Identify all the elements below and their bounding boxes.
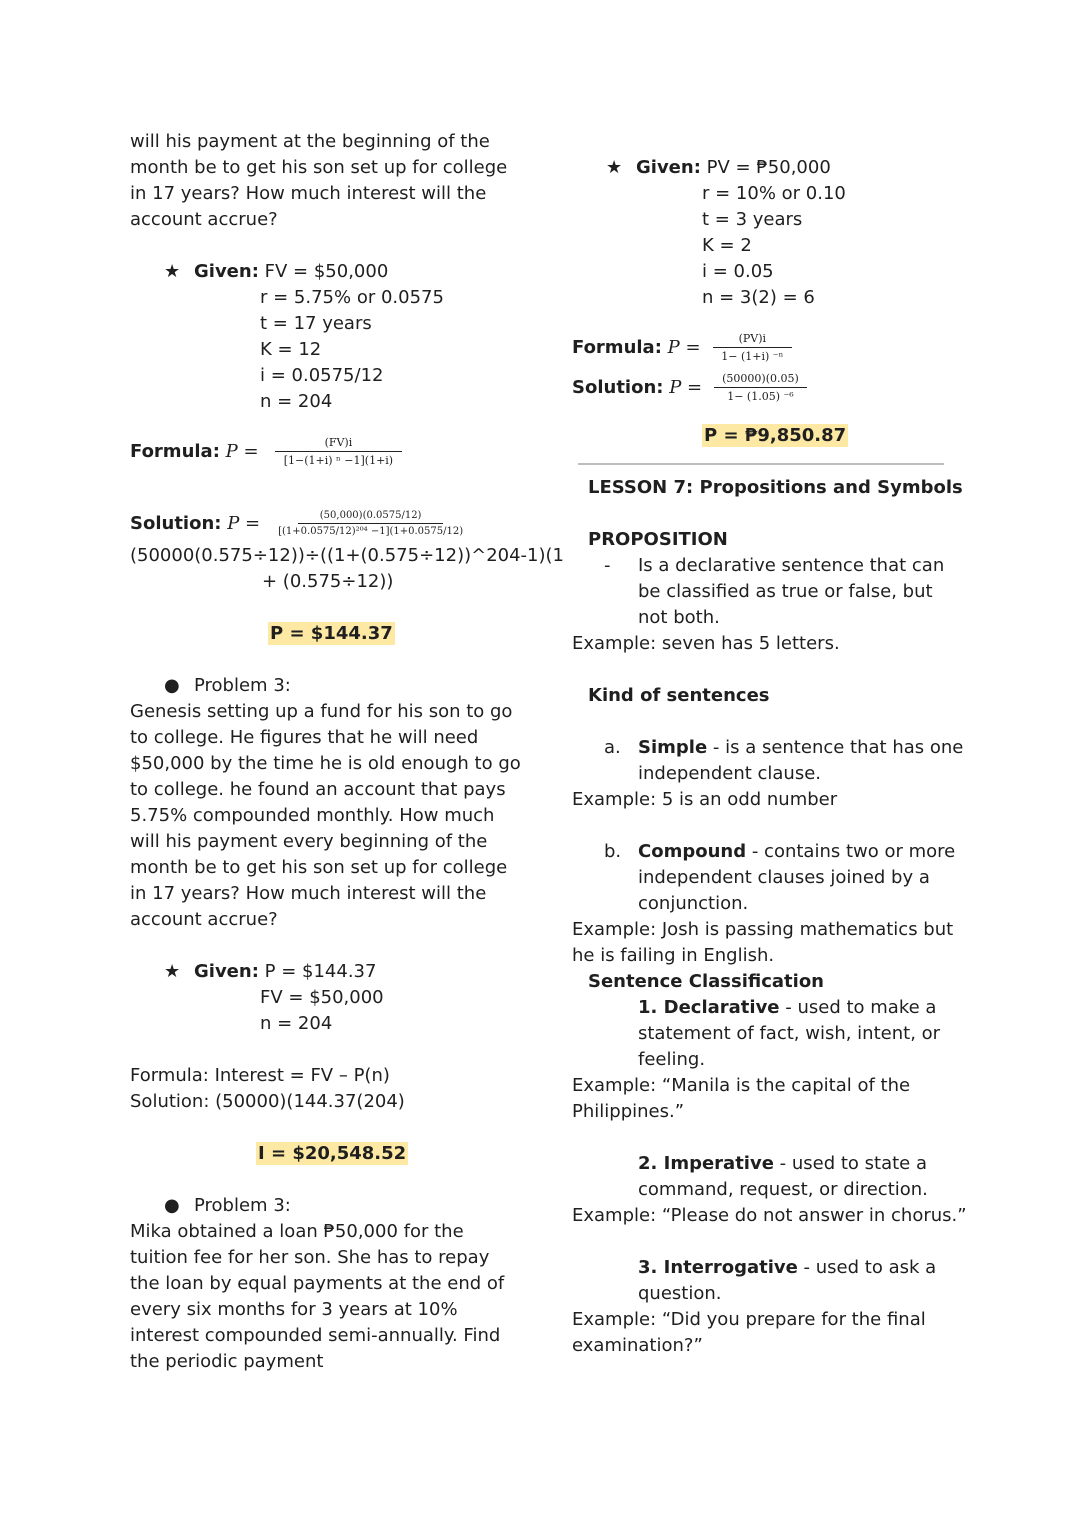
formula-pv bbox=[572, 327, 952, 367]
definition-text: conjunction. bbox=[638, 893, 749, 914]
problem-line: Mika obtained a loan ₱50,000 for the bbox=[130, 1221, 464, 1242]
problem-line: in 17 years? How much interest will the bbox=[130, 883, 487, 904]
given-label: Given: bbox=[194, 261, 259, 282]
bullet-dot-icon: ● bbox=[164, 1195, 180, 1216]
problem-line: the periodic payment bbox=[130, 1351, 324, 1372]
problem-line: Genesis setting up a fund for his son to go bbox=[130, 701, 513, 722]
definition-text: - is a sentence that has one bbox=[707, 737, 964, 758]
given-value: r = 5.75% or 0.0575 bbox=[260, 287, 444, 308]
solution-fraction bbox=[272, 510, 469, 537]
term: Compound bbox=[638, 841, 747, 862]
given-value: i = 0.0575/12 bbox=[260, 365, 384, 386]
definition-text: - contains two or more bbox=[746, 841, 956, 862]
solution-lhs: P = bbox=[227, 512, 261, 534]
formula-label: Formula: bbox=[572, 336, 662, 358]
definition-text: command, request, or direction. bbox=[638, 1179, 928, 1200]
term: 2. Imperative bbox=[638, 1153, 774, 1174]
interrogative-definition bbox=[572, 1255, 952, 1281]
solution-pv bbox=[572, 367, 952, 407]
given-block-2 bbox=[130, 959, 515, 985]
formula-1 bbox=[130, 431, 515, 471]
example-text: Example: “Did you prepare for the final bbox=[572, 1309, 926, 1330]
definition-text: - used to state a bbox=[773, 1153, 928, 1174]
intro-line: account accrue? bbox=[130, 209, 278, 230]
formula-fraction bbox=[275, 436, 403, 467]
intro-line: will his payment at the beginning of the bbox=[130, 131, 490, 152]
definition-text: feeling. bbox=[638, 1049, 706, 1070]
problem-heading bbox=[130, 673, 515, 699]
formula-denominator: 1− (1+i) ⁻ⁿ bbox=[721, 349, 784, 363]
formula-numerator: (PV)i bbox=[713, 332, 792, 348]
solution-numerator: (50,000)(0.0575/12) bbox=[298, 510, 444, 524]
classification-heading: Sentence Classification bbox=[588, 971, 824, 992]
problem-line: to college. he found an account that pays bbox=[130, 779, 506, 800]
given-value: n = 3(2) = 6 bbox=[702, 287, 815, 308]
given-block-1 bbox=[130, 259, 515, 285]
solution-denominator: [(1+0.0575/12)²⁰⁴ −1](1+0.0575/12) bbox=[278, 525, 464, 537]
list-marker: a. bbox=[604, 737, 621, 758]
section-divider bbox=[578, 463, 944, 465]
given-label: Given: bbox=[636, 157, 701, 178]
given-value: P = $144.37 bbox=[264, 961, 377, 982]
problem-line: every six months for 3 years at 10% bbox=[130, 1299, 458, 1320]
given-value: i = 0.05 bbox=[702, 261, 774, 282]
definition-text: Is a declarative sentence that can bbox=[638, 555, 945, 576]
problem-line: 5.75% compounded monthly. How much bbox=[130, 805, 495, 826]
lesson-title: LESSON 7: Propositions and Symbols bbox=[588, 477, 963, 498]
solution-1 bbox=[130, 503, 515, 543]
example-text: Example: “Manila is the capital of the bbox=[572, 1075, 911, 1096]
example-text: Example: seven has 5 letters. bbox=[572, 633, 840, 654]
example-text: Example: Josh is passing mathematics but bbox=[572, 919, 954, 940]
bullet-dot-icon: ● bbox=[164, 675, 180, 696]
solution-label: Solution: bbox=[572, 376, 664, 398]
formula-fraction bbox=[713, 332, 792, 363]
problem-line: month be to get his son set up for college bbox=[130, 857, 508, 878]
example-text: Example: 5 is an odd number bbox=[572, 789, 838, 810]
problem-line: will his payment every beginning of the bbox=[130, 831, 488, 852]
definition-text: - used to make a bbox=[779, 997, 937, 1018]
star-bullet-icon: ★ bbox=[606, 157, 623, 178]
definition-text: independent clauses joined by a bbox=[638, 867, 930, 888]
problem-line: the loan by equal payments at the end of bbox=[130, 1273, 505, 1294]
example-text: examination?” bbox=[572, 1335, 703, 1356]
term: Simple bbox=[638, 737, 708, 758]
formula-denominator: [1−(1+i) ⁿ −1](1+i) bbox=[283, 453, 394, 467]
calculation-line: (50000(0.575÷12))÷((1+(0.575÷12))^204-1)(1 bbox=[130, 545, 564, 566]
formula-label: Formula: bbox=[130, 440, 220, 462]
problem-line: tuition fee for her son. She has to repay bbox=[130, 1247, 490, 1268]
formula-lhs: P = bbox=[225, 440, 259, 462]
star-bullet-icon: ★ bbox=[164, 261, 181, 282]
definition-text: be classified as true or false, but bbox=[638, 581, 933, 602]
answer-highlight: I = $20,548.52 bbox=[258, 1143, 407, 1164]
answer-highlight: P = $144.37 bbox=[270, 623, 393, 644]
problem-line: account accrue? bbox=[130, 909, 278, 930]
star-bullet-icon: ★ bbox=[164, 961, 181, 982]
given-value: r = 10% or 0.10 bbox=[702, 183, 846, 204]
given-value: K = 12 bbox=[260, 339, 322, 360]
solution-fraction bbox=[714, 372, 807, 403]
left-column bbox=[130, 129, 564, 1375]
imperative-definition bbox=[572, 1151, 952, 1177]
solution-label: Solution: bbox=[130, 512, 222, 534]
simple-definition bbox=[572, 735, 964, 761]
given-value: K = 2 bbox=[702, 235, 752, 256]
example-text: he is failing in English. bbox=[572, 945, 775, 966]
given-label: Given: bbox=[194, 961, 259, 982]
problem-heading bbox=[130, 1193, 515, 1219]
example-text: Philippines.” bbox=[572, 1101, 685, 1122]
problem-line: to college. He figures that he will need bbox=[130, 727, 479, 748]
given-block-3 bbox=[572, 155, 952, 181]
definition-text: - used to ask a bbox=[797, 1257, 937, 1278]
calculation-line: + (0.575÷12)) bbox=[262, 571, 394, 592]
definition-text: independent clause. bbox=[638, 763, 822, 784]
term: 3. Interrogative bbox=[638, 1257, 798, 1278]
given-value: n = 204 bbox=[260, 391, 333, 412]
solution-denominator: 1− (1.05) ⁻⁶ bbox=[727, 389, 794, 403]
definition-text: not both. bbox=[638, 607, 720, 628]
intro-line: month be to get his son set up for college bbox=[130, 157, 508, 178]
intro-line: in 17 years? How much interest will the bbox=[130, 183, 487, 204]
given-value: n = 204 bbox=[260, 1013, 333, 1034]
definition-text: statement of fact, wish, intent, or bbox=[638, 1023, 941, 1044]
interest-solution: Solution: (50000)(144.37(204) bbox=[130, 1091, 405, 1112]
given-value: PV = ₱50,000 bbox=[706, 157, 831, 178]
given-value: FV = $50,000 bbox=[260, 987, 384, 1008]
dash-bullet-icon: - bbox=[604, 555, 611, 576]
given-value: t = 3 years bbox=[702, 209, 803, 230]
answer-highlight: P = ₱9,850.87 bbox=[704, 425, 847, 446]
example-text: Example: “Please do not answer in chorus.” bbox=[572, 1205, 967, 1226]
given-value: t = 17 years bbox=[260, 313, 372, 334]
problem-line: interest compounded semi-annually. Find bbox=[130, 1325, 501, 1346]
given-value: FV = $50,000 bbox=[264, 261, 389, 282]
formula-lhs: P = bbox=[667, 336, 701, 358]
proposition-heading: PROPOSITION bbox=[588, 529, 728, 550]
solution-lhs: P = bbox=[669, 376, 703, 398]
compound-definition bbox=[572, 839, 956, 865]
solution-numerator: (50000)(0.05) bbox=[714, 372, 807, 388]
proposition-definition bbox=[572, 553, 952, 579]
right-column bbox=[572, 155, 967, 1359]
term: 1. Declarative bbox=[638, 997, 780, 1018]
problem-line: $50,000 by the time he is old enough to go bbox=[130, 753, 521, 774]
declarative-definition bbox=[572, 995, 952, 1021]
list-marker: b. bbox=[604, 841, 622, 862]
kinds-heading: Kind of sentences bbox=[588, 685, 770, 706]
problem-title: Problem 3: bbox=[194, 675, 291, 696]
interest-formula: Formula: Interest = FV – P(n) bbox=[130, 1065, 390, 1086]
definition-text: question. bbox=[638, 1283, 722, 1304]
formula-numerator: (FV)i bbox=[275, 436, 403, 452]
problem-title: Problem 3: bbox=[194, 1195, 291, 1216]
